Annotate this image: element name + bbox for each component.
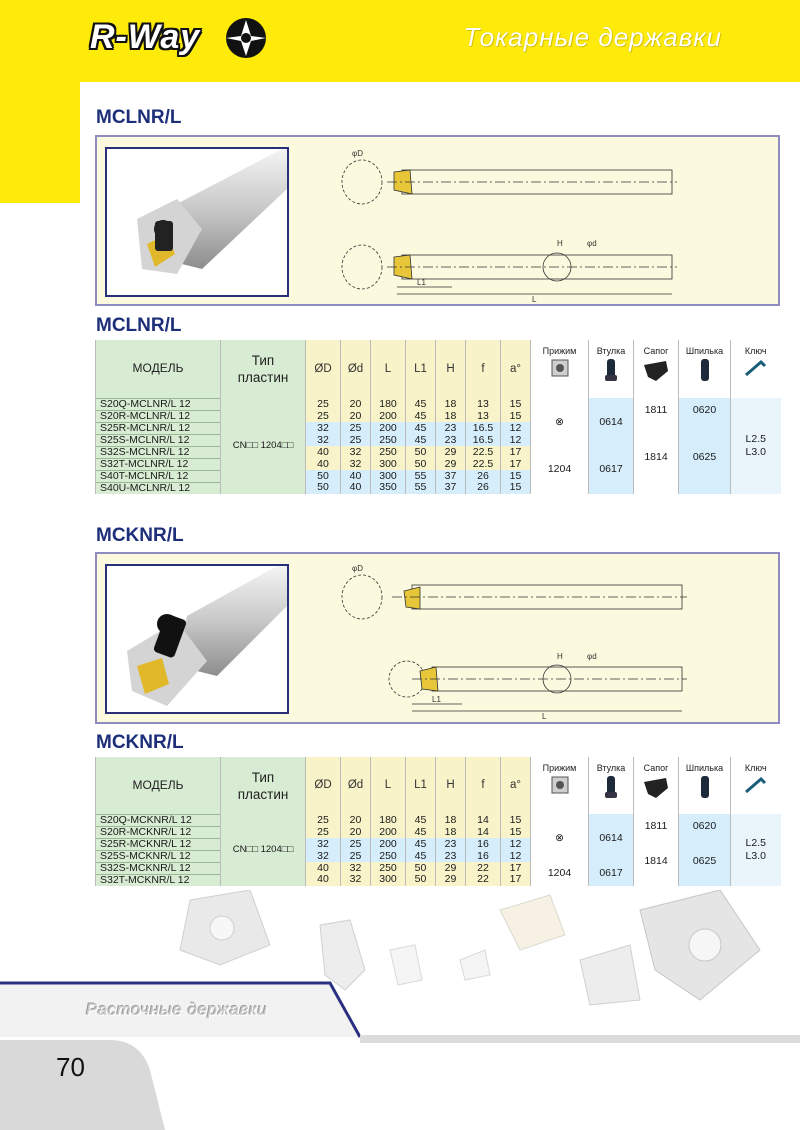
hex-key-icon xyxy=(743,357,769,379)
cell-L1: 55 xyxy=(406,482,436,494)
shoe-value-1: 1811 xyxy=(634,398,679,422)
pin-value-2-spacer: 0625 xyxy=(679,422,731,494)
cell-a: 12 xyxy=(501,850,531,862)
table-row-model: S25R-MCKNR/L 12 xyxy=(96,838,221,850)
cell-L1: 50 xyxy=(406,446,436,458)
cell-a: 12 xyxy=(501,838,531,850)
cell-L1: 45 xyxy=(406,850,436,862)
cell-L: 200 xyxy=(371,410,406,422)
key-values: L2.5 L3.0 xyxy=(731,398,781,494)
boring-bar-image xyxy=(107,149,287,295)
cell-f: 14 xyxy=(466,814,501,826)
sleeve-value-1: 0614 xyxy=(589,814,634,862)
cell-H: 18 xyxy=(436,398,466,410)
l1-label: L1 xyxy=(432,695,441,704)
col-model: МОДЕЛЬ xyxy=(96,340,221,398)
cell-D: 40 xyxy=(306,446,341,458)
cell-L1: 45 xyxy=(406,398,436,410)
cell-L1: 55 xyxy=(406,470,436,482)
shoe-icon xyxy=(642,774,670,800)
table-row-model: S20Q-MCKNR/L 12 xyxy=(96,814,221,826)
table-title-mclnr: MCLNR/L xyxy=(96,315,182,336)
cell-a: 17 xyxy=(501,874,531,886)
cell-L: 300 xyxy=(371,470,406,482)
h-label: H xyxy=(557,239,563,248)
cell-f: 14 xyxy=(466,826,501,838)
col-L1: L1 xyxy=(406,757,436,814)
left-accent-band xyxy=(0,82,80,203)
key-values: L2.5 L3.0 xyxy=(731,814,781,886)
boring-bar-image xyxy=(107,566,287,712)
sleeve-value-1: 0614 xyxy=(589,398,634,446)
cell-f: 22.5 xyxy=(466,446,501,458)
cell-a: 15 xyxy=(501,398,531,410)
table-row-model: S20Q-MCLNR/L 12 xyxy=(96,398,221,410)
l-label: L xyxy=(542,712,547,719)
cell-f: 26 xyxy=(466,482,501,494)
spec-table-mcknr xyxy=(95,757,781,886)
sleeve-icon xyxy=(600,774,622,800)
cell-L: 180 xyxy=(371,398,406,410)
sleeve-value-2: 0617 xyxy=(589,446,634,494)
logo-emblem-icon xyxy=(222,14,270,62)
shoe-value-2: 1814 xyxy=(634,838,679,886)
cell-L1: 45 xyxy=(406,410,436,422)
table-row-model: S32T-MCKNR/L 12 xyxy=(96,874,221,886)
shoe-value-2: 1814 xyxy=(634,422,679,494)
cell-H: 29 xyxy=(436,862,466,874)
clamp-value-2: 1204 xyxy=(531,446,589,494)
cell-a: 12 xyxy=(501,422,531,434)
col-a: a° xyxy=(501,340,531,398)
technical-drawing-mclnr xyxy=(332,142,762,302)
col-D: ØD xyxy=(306,757,341,814)
cell-L: 300 xyxy=(371,458,406,470)
col-d: Ød xyxy=(341,757,371,814)
phi-d-label-top: φD xyxy=(352,564,363,573)
page-corner-band xyxy=(0,1040,800,1130)
cell-D: 50 xyxy=(306,482,341,494)
table-title-mcknr: MCKNR/L xyxy=(96,732,184,753)
table-row-model: S32T-MCLNR/L 12 xyxy=(96,458,221,470)
insert-type-cell: CN□□ 1204□□ xyxy=(221,814,306,886)
cell-D: 32 xyxy=(306,838,341,850)
section-title-mclnr: MCLNR/L xyxy=(96,107,182,128)
col-H: H xyxy=(436,340,466,398)
col-a: a° xyxy=(501,757,531,814)
cell-f: 16.5 xyxy=(466,422,501,434)
cell-d: 32 xyxy=(341,458,371,470)
cell-d: 40 xyxy=(341,470,371,482)
sleeve-icon xyxy=(600,357,622,383)
cell-d: 20 xyxy=(341,814,371,826)
cell-L1: 50 xyxy=(406,458,436,470)
cell-D: 32 xyxy=(306,434,341,446)
cell-D: 25 xyxy=(306,398,341,410)
cell-D: 40 xyxy=(306,874,341,886)
cell-L: 300 xyxy=(371,874,406,886)
col-model: МОДЕЛЬ xyxy=(96,757,221,814)
h-label: H xyxy=(557,652,563,661)
phi-d-label: φd xyxy=(587,652,597,661)
table-row-model: S20R-MCLNR/L 12 xyxy=(96,410,221,422)
col-sleeve: Втулка xyxy=(589,340,634,398)
pin-icon xyxy=(697,774,713,800)
diagram-panel-mcknr xyxy=(95,552,780,724)
cell-H: 18 xyxy=(436,814,466,826)
table-row-model: S20R-MCKNR/L 12 xyxy=(96,826,221,838)
cell-f: 16 xyxy=(466,838,501,850)
cell-L1: 45 xyxy=(406,826,436,838)
col-D: ØD xyxy=(306,340,341,398)
cell-a: 15 xyxy=(501,470,531,482)
col-insert-type: Тип пластин xyxy=(221,340,306,398)
cell-L: 250 xyxy=(371,850,406,862)
table-row-model: S25S-MCLNR/L 12 xyxy=(96,434,221,446)
cell-a: 15 xyxy=(501,826,531,838)
col-clamp: Прижим xyxy=(531,340,589,398)
cell-D: 40 xyxy=(306,862,341,874)
clamp-icon xyxy=(549,774,571,796)
cell-f: 22 xyxy=(466,874,501,886)
cell-L: 180 xyxy=(371,814,406,826)
cell-H: 29 xyxy=(436,446,466,458)
cell-f: 16.5 xyxy=(466,434,501,446)
cell-H: 37 xyxy=(436,482,466,494)
cell-H: 23 xyxy=(436,838,466,850)
cell-H: 18 xyxy=(436,410,466,422)
cell-d: 32 xyxy=(341,874,371,886)
cell-D: 25 xyxy=(306,410,341,422)
tool-photo-mclnr xyxy=(105,147,289,297)
cell-D: 25 xyxy=(306,814,341,826)
cell-a: 17 xyxy=(501,446,531,458)
clamp-value-1: ⊗ xyxy=(531,814,589,862)
cell-d: 40 xyxy=(341,482,371,494)
cell-D: 32 xyxy=(306,422,341,434)
cell-D: 50 xyxy=(306,470,341,482)
hex-key-icon xyxy=(743,774,769,796)
col-key: Ключ xyxy=(731,757,781,814)
cell-a: 17 xyxy=(501,458,531,470)
cell-L: 250 xyxy=(371,434,406,446)
col-L: L xyxy=(371,340,406,398)
page-category-title: Токарные державки xyxy=(463,22,722,52)
cell-d: 20 xyxy=(341,826,371,838)
table-row-model: S40T-MCLNR/L 12 xyxy=(96,470,221,482)
col-pin: Шпилька xyxy=(679,757,731,814)
col-shoe: Сапог xyxy=(634,340,679,398)
pin-value-1: 0620 xyxy=(679,814,731,838)
col-d: Ød xyxy=(341,340,371,398)
table-row-model: S25R-MCLNR/L 12 xyxy=(96,422,221,434)
table-row-model: S32S-MCLNR/L 12 xyxy=(96,446,221,458)
l-label: L xyxy=(532,295,537,302)
cell-f: 26 xyxy=(466,470,501,482)
cell-H: 29 xyxy=(436,874,466,886)
brand-logo: R-Way xyxy=(90,18,201,56)
cell-f: 13 xyxy=(466,410,501,422)
clamp-value-1: ⊗ xyxy=(531,398,589,446)
cell-H: 29 xyxy=(436,458,466,470)
cell-d: 32 xyxy=(341,862,371,874)
cell-L1: 45 xyxy=(406,814,436,826)
cell-L1: 45 xyxy=(406,422,436,434)
cell-d: 25 xyxy=(341,434,371,446)
cell-D: 32 xyxy=(306,850,341,862)
col-L: L xyxy=(371,757,406,814)
section-title-mcknr: MCKNR/L xyxy=(96,525,184,546)
cell-d: 25 xyxy=(341,838,371,850)
table-row-model: S32S-MCKNR/L 12 xyxy=(96,862,221,874)
shoe-icon xyxy=(642,357,670,383)
col-L1: L1 xyxy=(406,340,436,398)
cell-H: 23 xyxy=(436,434,466,446)
phi-d-label-top: φD xyxy=(352,149,363,158)
cell-L: 200 xyxy=(371,422,406,434)
cell-f: 22 xyxy=(466,862,501,874)
col-insert-type: Тип пластин xyxy=(221,757,306,814)
cell-L1: 50 xyxy=(406,862,436,874)
pin-value-2: 0625 xyxy=(679,838,731,886)
cell-L: 200 xyxy=(371,826,406,838)
cell-f: 22.5 xyxy=(466,458,501,470)
cell-L1: 50 xyxy=(406,874,436,886)
table-row-model: S25S-MCKNR/L 12 xyxy=(96,850,221,862)
cell-d: 20 xyxy=(341,398,371,410)
col-pin: Шпилька xyxy=(679,340,731,398)
shoe-value-1: 1811 xyxy=(634,814,679,838)
cell-a: 12 xyxy=(501,434,531,446)
cell-L: 250 xyxy=(371,446,406,458)
footer-category-title: Расточные державки xyxy=(86,1000,268,1019)
col-clamp: Прижим xyxy=(531,757,589,814)
cell-a: 15 xyxy=(501,410,531,422)
col-sleeve: Втулка xyxy=(589,757,634,814)
col-key: Ключ xyxy=(731,340,781,398)
col-f: f xyxy=(466,340,501,398)
col-H: H xyxy=(436,757,466,814)
cell-d: 32 xyxy=(341,446,371,458)
l1-label: L1 xyxy=(417,278,426,287)
cell-a: 17 xyxy=(501,862,531,874)
cell-d: 25 xyxy=(341,422,371,434)
phi-d-label: φd xyxy=(587,239,597,248)
cell-H: 37 xyxy=(436,470,466,482)
cell-L1: 45 xyxy=(406,838,436,850)
cell-d: 25 xyxy=(341,850,371,862)
tool-photo-mcknr xyxy=(105,564,289,714)
cell-D: 25 xyxy=(306,826,341,838)
cell-D: 40 xyxy=(306,458,341,470)
col-shoe: Сапог xyxy=(634,757,679,814)
cell-L: 250 xyxy=(371,862,406,874)
pin-value-1: 0620 xyxy=(679,398,731,422)
spec-table-mclnr xyxy=(95,340,781,494)
technical-drawing-mcknr xyxy=(332,559,762,719)
cell-d: 20 xyxy=(341,410,371,422)
cell-H: 23 xyxy=(436,850,466,862)
cell-H: 18 xyxy=(436,826,466,838)
diagram-panel-mclnr xyxy=(95,135,780,306)
cell-H: 23 xyxy=(436,422,466,434)
pin-icon xyxy=(697,357,713,383)
col-f: f xyxy=(466,757,501,814)
cell-f: 16 xyxy=(466,850,501,862)
cell-f: 13 xyxy=(466,398,501,410)
insert-type-cell: CN□□ 1204□□ xyxy=(221,398,306,494)
clamp-icon xyxy=(549,357,571,379)
cell-a: 15 xyxy=(501,814,531,826)
cell-L: 200 xyxy=(371,838,406,850)
page-number: 70 xyxy=(56,1052,85,1082)
cell-L: 350 xyxy=(371,482,406,494)
clamp-value-2: 1204 xyxy=(531,862,589,886)
table-row-model: S40U-MCLNR/L 12 xyxy=(96,482,221,494)
cell-a: 15 xyxy=(501,482,531,494)
sleeve-value-2: 0617 xyxy=(589,862,634,886)
cell-L1: 45 xyxy=(406,434,436,446)
